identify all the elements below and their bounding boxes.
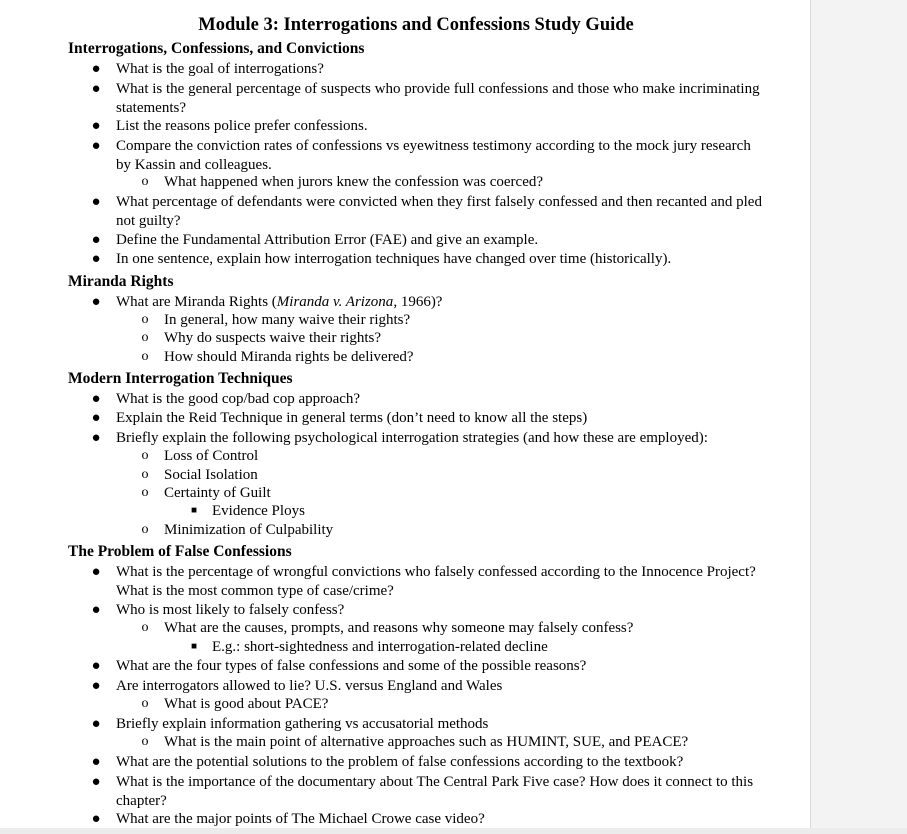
- list-item: In one sentence, explain how interrogation techniques have changed over time (historically).: [116, 251, 672, 267]
- list-item: Minimization of Culpability: [164, 522, 334, 538]
- list-item: How should Miranda rights be delivered?: [164, 349, 414, 365]
- list-item: In general, how many waive their rights?: [164, 312, 411, 328]
- bullet-icon: ●: [91, 774, 101, 790]
- circle-bullet-icon: o: [141, 485, 149, 500]
- case-name: Miranda v. Arizona: [276, 294, 394, 310]
- bullet-icon: ●: [91, 564, 101, 580]
- list-item: What is the importance of the documentary about The Central Park Five case? How does it connect to this chapter?: [116, 774, 754, 809]
- list-item: Why do suspects waive their rights?: [164, 330, 382, 346]
- bullet-icon: ●: [91, 138, 101, 154]
- bullet-icon: ●: [91, 391, 101, 407]
- list-item: [116, 293, 766, 312]
- bottom-scroll-area: [0, 828, 907, 834]
- list-item: Evidence Ploys: [212, 503, 305, 519]
- bullet-icon: ●: [91, 811, 101, 827]
- list-item: E.g.: short-sightedness and interrogation-related decline: [212, 639, 548, 655]
- bullet-icon: ●: [91, 658, 101, 674]
- circle-bullet-icon: o: [141, 696, 149, 711]
- circle-bullet-icon: o: [141, 312, 149, 327]
- list-item: Social Isolation: [164, 467, 258, 483]
- bullet-icon: ●: [91, 294, 101, 310]
- circle-bullet-icon: o: [141, 174, 149, 189]
- list-item: Are interrogators allowed to lie? U.S. versus England and Wales: [116, 678, 503, 694]
- bullet-icon: ●: [91, 194, 101, 210]
- list-item: Briefly explain the following psychological interrogation strategies (and how these are employed):: [116, 430, 708, 446]
- list-item: What are the potential solutions to the problem of false confessions according to the textbook?: [116, 754, 684, 770]
- bullet-icon: ●: [91, 232, 101, 248]
- text-run: , 1966)?: [393, 294, 443, 310]
- list-item: What is the general percentage of suspects who provide full confessions and those who make incriminating statements?: [116, 81, 760, 116]
- list-item: Who is most likely to falsely confess?: [116, 602, 345, 618]
- list-item: What percentage of defendants were convicted when they first falsely confessed and then recanted and pled not guilty?: [116, 194, 762, 229]
- section-heading-convictions: Interrogations, Confessions, and Convictions: [68, 40, 365, 57]
- list-item: What is the percentage of wrongful convictions who falsely confessed according to the Innocence Project? What is the most common type of case/crime?: [116, 564, 756, 599]
- circle-bullet-icon: o: [141, 620, 149, 635]
- bullet-icon: ●: [91, 118, 101, 134]
- list-item: Briefly explain information gathering vs accusatorial methods: [116, 716, 489, 732]
- section-heading-false-confessions: The Problem of False Confessions: [68, 543, 292, 560]
- page-title: Module 3: Interrogations and Confessions Study Guide: [198, 15, 634, 35]
- circle-bullet-icon: o: [141, 330, 149, 345]
- list-item: Loss of Control: [164, 448, 259, 464]
- list-item: Define the Fundamental Attribution Error (FAE) and give an example.: [116, 232, 539, 248]
- list-item: List the reasons police prefer confessions.: [116, 118, 368, 134]
- bullet-icon: ●: [91, 754, 101, 770]
- circle-bullet-icon: o: [141, 522, 149, 537]
- list-item: What are the major points of The Michael Crowe case video?: [116, 811, 485, 827]
- text-run: What are Miranda Rights (: [116, 294, 277, 310]
- circle-bullet-icon: o: [141, 349, 149, 364]
- list-item: What are the four types of false confessions and some of the possible reasons?: [116, 658, 587, 674]
- list-item: What is the main point of alternative approaches such as HUMINT, SUE, and PEACE?: [164, 734, 689, 750]
- list-item: What happened when jurors knew the confession was coerced?: [164, 174, 544, 190]
- list-item: What is good about PACE?: [164, 696, 329, 712]
- bullet-icon: ●: [91, 410, 101, 426]
- right-gray-pane: [811, 0, 907, 828]
- circle-bullet-icon: o: [141, 467, 149, 482]
- section-heading-techniques: Modern Interrogation Techniques: [68, 370, 293, 387]
- list-item: Certainty of Guilt: [164, 485, 271, 501]
- list-item: What is the good cop/bad cop approach?: [116, 391, 361, 407]
- bullet-icon: ●: [91, 251, 101, 267]
- list-item: Compare the conviction rates of confessions vs eyewitness testimony according to the mock jury research by Kassin and colleagues.: [116, 138, 751, 173]
- bullet-icon: ●: [91, 716, 101, 732]
- square-bullet-icon: ■: [190, 505, 198, 516]
- square-bullet-icon: ■: [190, 641, 198, 652]
- section-heading-miranda: Miranda Rights: [68, 273, 174, 290]
- bullet-icon: ●: [91, 430, 101, 446]
- bullet-icon: ●: [91, 678, 101, 694]
- circle-bullet-icon: o: [141, 734, 149, 749]
- list-item: What is the goal of interrogations?: [116, 61, 324, 77]
- list-item: Explain the Reid Technique in general terms (don’t need to know all the steps): [116, 410, 588, 426]
- list-item: What are the causes, prompts, and reasons why someone may falsely confess?: [164, 620, 634, 636]
- bullet-icon: ●: [91, 81, 101, 97]
- bullet-icon: ●: [91, 61, 101, 77]
- circle-bullet-icon: o: [141, 448, 149, 463]
- bullet-icon: ●: [91, 602, 101, 618]
